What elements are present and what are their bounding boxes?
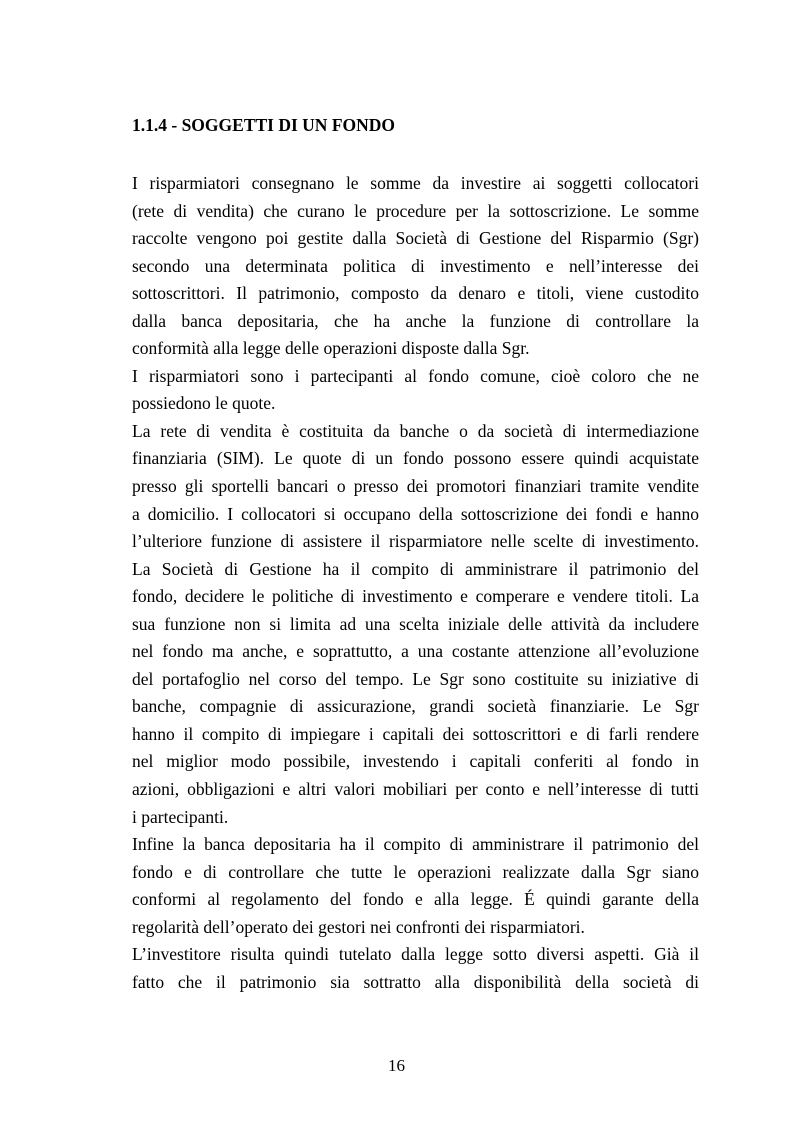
text-line: (rete di vendita) che curano le procedure per la sottoscrizione. Le somme (132, 200, 699, 221)
text-line: La rete di vendita è costituita da banche o da società di intermediazione (132, 420, 699, 441)
text-line: l’ulteriore funzione di assistere il risparmiatore nelle scelte di investimento. (132, 531, 699, 552)
text-line: fondo e di controllare che tutte le operazioni realizzate dalla Sgr siano (132, 861, 699, 882)
body-text (132, 170, 699, 996)
text-line: del portafoglio nel corso del tempo. Le Sgr sono costituite su iniziative di (132, 668, 699, 689)
text-line: a domicilio. I collocatori si occupano della sottoscrizione dei fondi e hanno (132, 503, 699, 524)
text-line: banche, compagnie di assicurazione, grandi società finanziarie. Le Sgr (132, 696, 699, 717)
text-line: conformi al regolamento del fondo e alla legge. É quindi garante della (132, 889, 699, 910)
text-line: hanno il compito di impiegare i capitali dei sottoscrittori e di farli rendere (132, 723, 699, 744)
text-line: presso gli sportelli bancari o presso dei promotori finanziari tramite vendite (132, 476, 699, 497)
text-line: raccolte vengono poi gestite dalla Società di Gestione del Risparmio (Sgr) (132, 228, 699, 249)
text-line: finanziaria (SIM). Le quote di un fondo possono essere quindi acquistate (132, 448, 699, 469)
text-line: nel miglior modo possibile, investendo i capitali conferiti al fondo in (132, 751, 699, 772)
text-line: i partecipanti. (132, 806, 229, 827)
text-line: conformità alla legge delle operazioni disposte dalla Sgr. (132, 338, 530, 359)
text-line: nel fondo ma anche, e soprattutto, a una costante attenzione all’evoluzione (132, 641, 699, 662)
text-line: azioni, obbligazioni e altri valori mobiliari per conto e nell’interesse di tutti (132, 779, 699, 800)
text-line: sottoscrittori. Il patrimonio, composto da denaro e titoli, viene custodito (132, 283, 699, 304)
text-line: fatto che il patrimonio sia sottratto alla disponibilità della società di (132, 971, 699, 992)
text-line: fondo, decidere le politiche di investimento e comperare e vendere titoli. La (132, 586, 699, 607)
text-line: L’investitore risulta quindi tutelato dalla legge sotto diversi aspetti. Già il (132, 944, 699, 965)
text-line: La Società di Gestione ha il compito di amministrare il patrimonio del (132, 558, 699, 579)
text-line: I risparmiatori sono i partecipanti al fondo comune, cioè coloro che ne (132, 365, 699, 386)
page-number: 16 (388, 1056, 405, 1075)
text-line: dalla banca depositaria, che ha anche la funzione di controllare la (132, 310, 699, 331)
text-line: regolarità dell’operato dei gestori nei confronti dei risparmiatori. (132, 916, 585, 937)
section-heading: 1.1.4 - SOGGETTI DI UN FONDO (132, 115, 396, 135)
text-line: sua funzione non si limita ad una scelta iniziale delle attività da includere (132, 613, 699, 634)
text-line: possiedono le quote. (132, 393, 276, 414)
text-line: secondo una determinata politica di investimento e nell’interesse dei (132, 255, 699, 276)
text-line: I risparmiatori consegnano le somme da investire ai soggetti collocatori (132, 173, 699, 193)
text-line: Infine la banca depositaria ha il compito di amministrare il patrimonio del (132, 834, 699, 855)
